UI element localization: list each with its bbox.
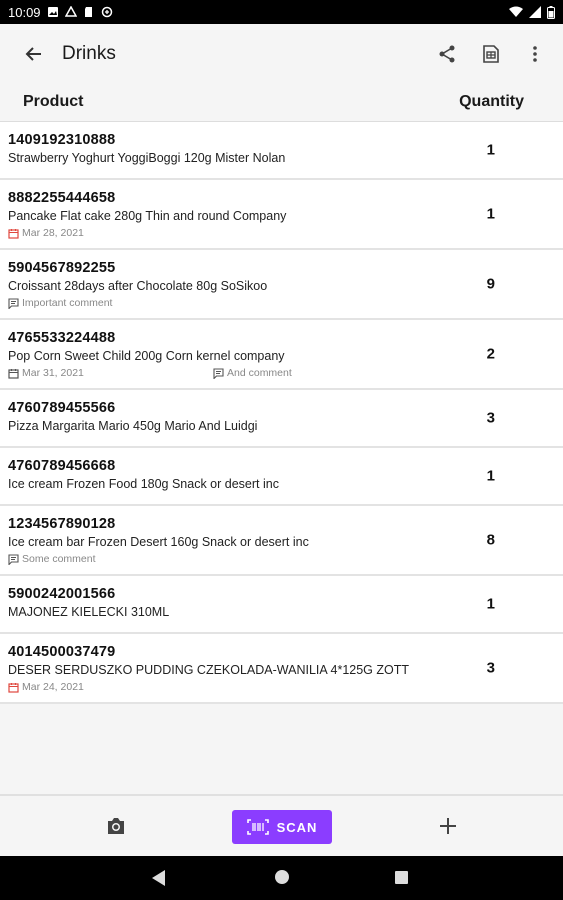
more-options-button[interactable] [523, 42, 547, 66]
item-quantity: 3 [486, 659, 495, 677]
calendar-icon [8, 228, 19, 239]
list-item[interactable] [0, 320, 563, 390]
item-quantity: 8 [486, 531, 495, 549]
more-vert-icon [532, 45, 538, 63]
export-doc-icon [481, 44, 501, 64]
list-item[interactable] [0, 122, 563, 180]
item-barcode: 4760789455566 [8, 400, 116, 416]
column-product: Product [23, 93, 84, 110]
item-comment: Some comment [22, 553, 96, 565]
item-name: Strawberry Yoghurt YoggiBoggi 120g Mister Nolan [8, 151, 286, 165]
item-name: Croissant 28days after Chocolate 80g SoSikoo [8, 279, 268, 293]
list-item[interactable] [0, 506, 563, 576]
status-bar [0, 0, 563, 24]
item-barcode: 8882255444658 [8, 190, 116, 206]
comment-icon [8, 554, 19, 565]
battery-icon [547, 6, 555, 19]
wifi-icon [509, 6, 523, 18]
column-quantity: Quantity [459, 93, 524, 110]
item-name: Ice cream Frozen Food 180g Snack or desert inc [8, 477, 279, 491]
item-barcode: 1234567890128 [8, 516, 116, 532]
item-name: Pancake Flat cake 280g Thin and round Company [8, 209, 287, 223]
list-item[interactable] [0, 448, 563, 506]
item-date: Mar 24, 2021 [22, 681, 84, 693]
data-saver-icon [101, 6, 113, 18]
camera-icon [106, 817, 126, 835]
item-quantity: 2 [486, 345, 495, 363]
back-button[interactable] [22, 42, 46, 66]
scan-label: SCAN [276, 819, 318, 835]
bottom-action-bar [0, 794, 563, 856]
item-date: Mar 31, 2021 [22, 367, 84, 379]
item-barcode: 1409192310888 [8, 132, 116, 148]
add-button[interactable] [436, 814, 460, 838]
item-comment: And comment [227, 367, 292, 379]
item-name: DESER SERDUSZKO PUDDING CZEKOLADA-WANILIA 4*125G ZOTT [8, 663, 410, 677]
list-item[interactable] [0, 634, 563, 704]
item-quantity: 1 [486, 595, 495, 613]
item-barcode: 4760789456668 [8, 458, 116, 474]
column-header [0, 84, 563, 120]
item-quantity: 3 [486, 409, 495, 427]
calendar-icon [8, 368, 19, 379]
comment-icon [8, 298, 19, 309]
sd-card-notification-icon [83, 6, 95, 18]
camera-button[interactable] [104, 814, 128, 838]
calendar-icon [8, 682, 19, 693]
comment-icon [213, 368, 224, 379]
share-button[interactable] [435, 42, 459, 66]
item-name: Ice cream bar Frozen Desert 160g Snack or desert inc [8, 535, 309, 549]
item-quantity: 1 [486, 205, 495, 223]
item-date: Mar 28, 2021 [22, 227, 84, 239]
plus-icon [439, 817, 457, 835]
nav-recents-icon[interactable] [395, 871, 408, 884]
app-bar [0, 24, 563, 84]
item-name: Pop Corn Sweet Child 200g Corn kernel company [8, 349, 285, 363]
signal-icon [529, 6, 541, 18]
nav-home-icon[interactable] [275, 870, 289, 884]
list-item[interactable] [0, 180, 563, 250]
export-button[interactable] [479, 42, 503, 66]
scan-button[interactable] [232, 810, 332, 844]
barcode-scan-icon [247, 819, 269, 835]
item-barcode: 4014500037479 [8, 644, 116, 660]
item-barcode: 5900242001566 [8, 586, 116, 602]
item-quantity: 1 [486, 141, 495, 159]
item-barcode: 4765533224488 [8, 330, 116, 346]
product-list [0, 121, 563, 704]
status-time: 10:09 [8, 4, 41, 20]
item-quantity: 1 [486, 467, 495, 485]
arrow-back-icon [25, 45, 43, 63]
item-name: MAJONEZ KIELECKI 310ML [8, 605, 170, 619]
page-title: Drinks [62, 43, 116, 64]
system-navigation-bar [0, 856, 563, 900]
item-name: Pizza Margarita Mario 450g Mario And Luidgi [8, 419, 258, 433]
list-item[interactable] [0, 250, 563, 320]
share-icon [437, 44, 457, 64]
image-notification-icon [47, 6, 59, 18]
item-barcode: 5904567892255 [8, 260, 116, 276]
nav-back-icon[interactable] [152, 870, 166, 886]
list-item[interactable] [0, 390, 563, 448]
item-comment: Important comment [22, 297, 113, 309]
item-quantity: 9 [486, 275, 495, 293]
list-item[interactable] [0, 576, 563, 634]
drive-notification-icon [65, 6, 77, 18]
